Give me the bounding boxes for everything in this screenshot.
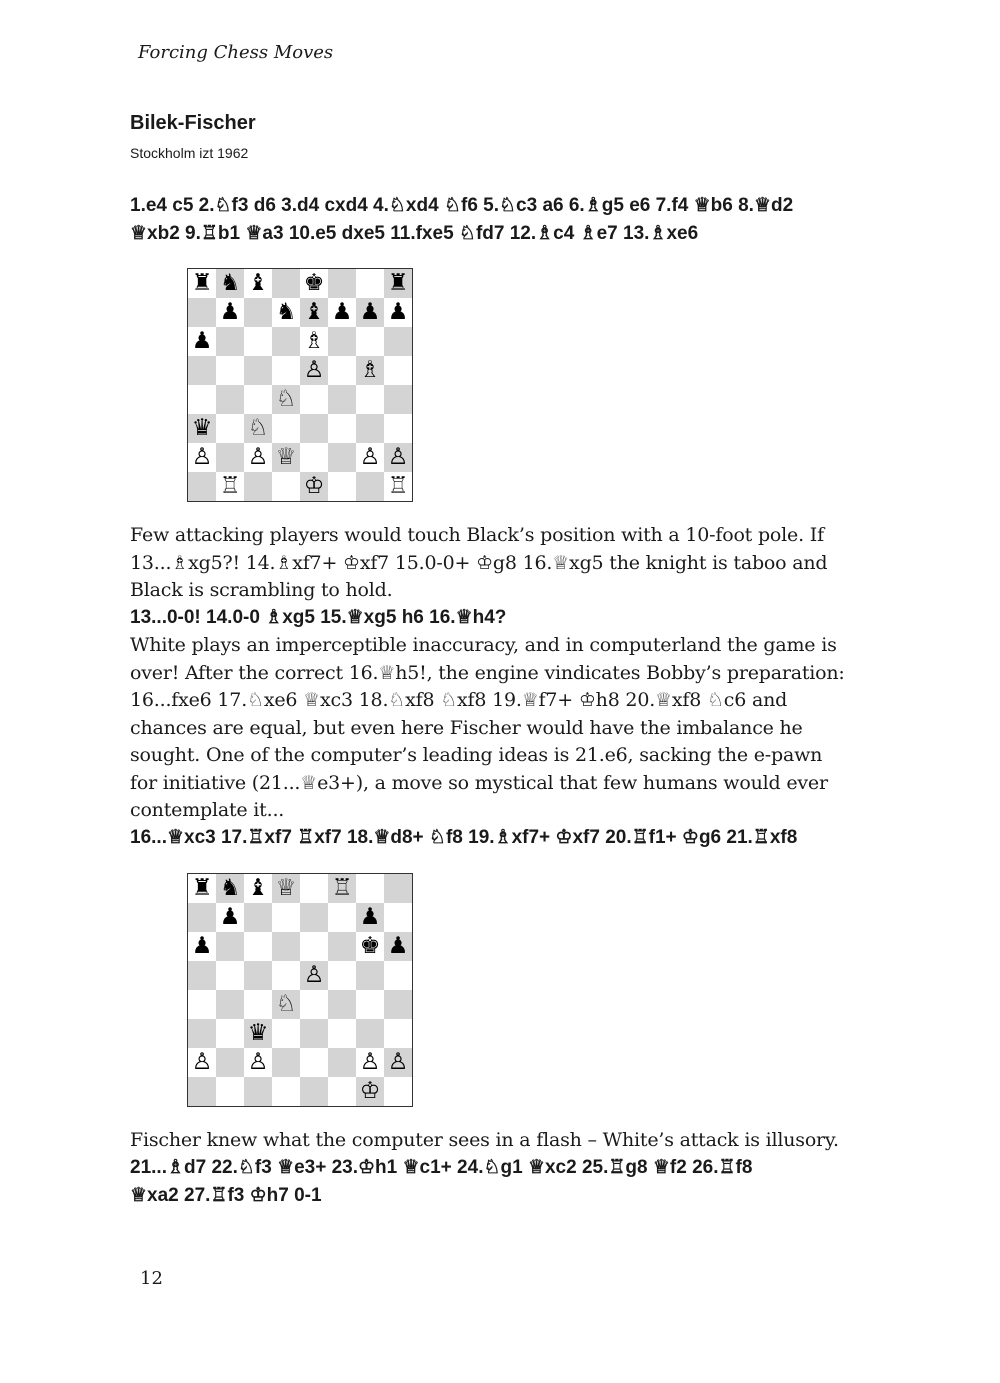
text-line: sought. One of the computer’s leading ideas is 21.e6, sacking the e-pawn [130,744,823,766]
chess-piece-square: ♙ [188,1048,216,1077]
chess-square [188,298,216,327]
chess-piece-square: ♘ [272,990,300,1019]
chess-square [328,472,356,501]
chess-piece-square: ♞ [216,874,244,903]
chess-square [272,472,300,501]
chess-piece-square: ♙ [384,1048,412,1077]
chess-piece-square: ♖ [328,874,356,903]
chess-square [272,932,300,961]
chess-piece-square: ♔ [356,1077,384,1106]
chess-piece-square: ♙ [356,443,384,472]
chess-square [384,1077,412,1106]
chess-piece-square: ♟ [216,298,244,327]
chess-piece-square: ♔ [300,472,328,501]
chess-piece-square: ♙ [300,356,328,385]
chess-square [272,414,300,443]
chess-diagram-1 [187,268,413,502]
chess-piece-square: ♘ [244,414,272,443]
chess-square [272,327,300,356]
chess-piece-square: ♜ [188,874,216,903]
chess-square [328,269,356,298]
chess-square [188,1077,216,1106]
text-line: contemplate it... [130,799,285,821]
chess-piece-square: ♝ [244,874,272,903]
chess-square [216,1019,244,1048]
chess-piece-square: ♟ [328,298,356,327]
chess-square [272,1048,300,1077]
chess-piece-square: ♝ [300,298,328,327]
chess-square [188,903,216,932]
chess-square [244,327,272,356]
chess-square [384,874,412,903]
chess-piece-square: ♕ [272,443,300,472]
chess-piece-square: ♟ [384,298,412,327]
chess-square [328,903,356,932]
chess-square [384,961,412,990]
chess-piece-square: ♜ [188,269,216,298]
chess-piece-square: ♙ [300,961,328,990]
chess-square [272,961,300,990]
chess-piece-square: ♟ [188,932,216,961]
chess-piece-square: ♚ [300,269,328,298]
chess-square [328,414,356,443]
text-line: Fischer knew what the computer sees in a flash – White’s attack is illusory. [130,1129,839,1151]
chess-piece-square: ♟ [356,298,384,327]
chess-square [216,961,244,990]
move-line: ♕xb2 9.♖b1 ♕a3 10.e5 dxe5 11.fxe5 ♘fd7 12.♗c4 ♗e7 13.♗xe6 [130,223,699,244]
text-line: Few attacking players would touch Black’s position with a 10-foot pole. If [130,524,824,546]
chess-square [300,990,328,1019]
chess-piece-square: ♙ [244,1048,272,1077]
move-line: ♕xa2 27.♖f3 ♔h7 0-1 [130,1185,322,1206]
chess-square [328,1048,356,1077]
chess-square [216,1048,244,1077]
chess-piece-square: ♙ [188,443,216,472]
chess-square [244,1077,272,1106]
chess-square [356,990,384,1019]
chess-piece-square: ♟ [216,903,244,932]
chess-square [216,990,244,1019]
chess-square [328,327,356,356]
chess-square [356,1019,384,1048]
chess-square [188,961,216,990]
chess-square [300,1048,328,1077]
chess-square [356,874,384,903]
chess-square [300,903,328,932]
chess-piece-square: ♘ [272,385,300,414]
text-line: for initiative (21...♕e3+), a move so mystical that few humans would ever [130,771,828,794]
chess-square [188,990,216,1019]
move-line: 13...0-0! 14.0-0 ♗xg5 15.♕xg5 h6 16.♕h4? [130,607,507,628]
chess-square [216,327,244,356]
chess-square [300,414,328,443]
chess-square [216,1077,244,1106]
chess-square [244,385,272,414]
chess-square [216,385,244,414]
chess-square [384,1019,412,1048]
chess-square [244,961,272,990]
chess-piece-square: ♗ [300,327,328,356]
chess-piece-square: ♖ [384,472,412,501]
chess-square [384,903,412,932]
chess-piece-square: ♙ [356,1048,384,1077]
chess-square [216,356,244,385]
chess-piece-square: ♖ [216,472,244,501]
chess-piece-square: ♟ [356,903,384,932]
chess-square [272,1077,300,1106]
chess-piece-square: ♛ [188,414,216,443]
running-head: Forcing Chess Moves [138,42,334,63]
chess-square [244,932,272,961]
game-event: Stockholm izt 1962 [130,145,249,161]
chess-square [244,298,272,327]
chess-square [328,385,356,414]
chess-square [300,874,328,903]
chess-piece-square: ♟ [188,327,216,356]
chess-square [244,472,272,501]
opening-moves [130,192,870,248]
chess-piece-square: ♛ [244,1019,272,1048]
chess-square [244,903,272,932]
moves-4 [130,1154,870,1210]
chess-piece-square: ♕ [272,874,300,903]
chess-square [244,990,272,1019]
chess-square [300,932,328,961]
chess-square [384,414,412,443]
chess-piece-square: ♚ [356,932,384,961]
chess-square [356,385,384,414]
text-line: White plays an imperceptible inaccuracy, and in computerland the game is [130,634,837,656]
text-line: 13...♗xg5?! 14.♗xf7+ ♔xf7 15.0-0+ ♔g8 16.♕xg5 the knight is taboo and [130,551,828,574]
chess-diagram-2 [187,873,413,1107]
chess-piece-square: ♙ [384,443,412,472]
commentary-3 [130,1127,870,1155]
chess-square [300,1077,328,1106]
chess-square [216,414,244,443]
text-line: chances are equal, but even here Fischer would have the imbalance he [130,716,803,739]
chess-square [356,269,384,298]
chess-piece-square: ♗ [356,356,384,385]
commentary-1 [130,522,870,605]
chess-square [272,269,300,298]
move-line: 1.e4 c5 2.♘f3 d6 3.d4 cxd4 4.♘xd4 ♘f6 5.♘c3 a6 6.♗g5 e6 7.f4 ♕b6 8.♕d2 [130,195,794,216]
chess-square [188,1019,216,1048]
chess-square [356,472,384,501]
chess-square [300,443,328,472]
chess-square [328,990,356,1019]
chess-square [188,385,216,414]
moves-2 [130,604,870,632]
text-line: Black is scrambling to hold. [130,579,393,601]
game-title: Bilek-Fischer [130,112,256,134]
chess-square [216,443,244,472]
chess-square [384,356,412,385]
text-line: 16...fxe6 17.♘xe6 ♕xc3 18.♘xf8 ♘xf8 19.♕f7+ ♔h8 20.♕xf8 ♘c6 and [130,689,788,711]
chess-square [300,1019,328,1048]
chess-square [272,1019,300,1048]
chess-square [328,961,356,990]
moves-3 [130,824,870,852]
chess-square [244,356,272,385]
chess-square [384,385,412,414]
chess-piece-square: ♙ [244,443,272,472]
chess-square [216,932,244,961]
chess-square [328,356,356,385]
chess-square [328,1077,356,1106]
chess-square [384,990,412,1019]
chess-square [272,356,300,385]
chess-square [300,385,328,414]
commentary-2 [130,632,870,825]
chess-piece-square: ♞ [272,298,300,327]
chess-square [272,903,300,932]
chess-piece-square: ♝ [244,269,272,298]
chess-square [188,472,216,501]
chess-square [328,932,356,961]
chess-square [328,1019,356,1048]
move-line: 16...♕xc3 17.♖xf7 ♖xf7 18.♕d8+ ♘f8 19.♗xf7+ ♔xf7 20.♖f1+ ♔g6 21.♖xf8 [130,827,798,848]
chess-piece-square: ♟ [384,932,412,961]
chess-piece-square: ♞ [216,269,244,298]
text-line: over! After the correct 16.♕h5!, the engine vindicates Bobby’s preparation: [130,661,845,684]
chess-square [384,327,412,356]
chess-square [356,327,384,356]
chess-square [356,414,384,443]
chess-square [356,961,384,990]
move-line: 21...♗d7 22.♘f3 ♕e3+ 23.♔h1 ♕c1+ 24.♘g1 ♕xc2 25.♖g8 ♕f2 26.♖f8 [130,1157,753,1178]
chess-piece-square: ♜ [384,269,412,298]
chess-square [328,443,356,472]
page-number: 12 [140,1268,163,1289]
chess-square [188,356,216,385]
